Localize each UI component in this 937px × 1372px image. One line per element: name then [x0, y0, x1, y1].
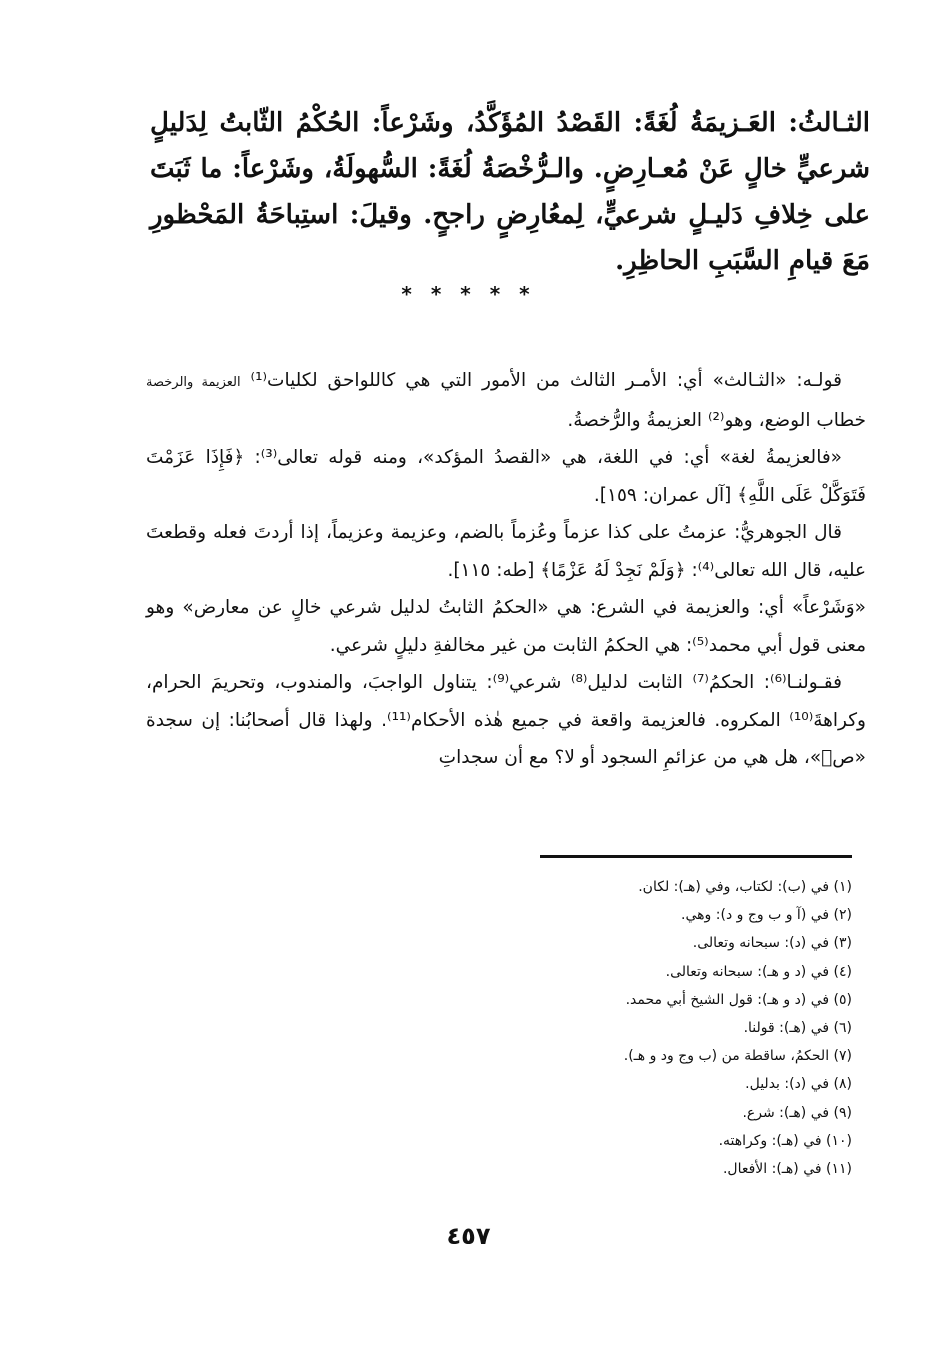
footnote-5: (٥) في (د و هـ): قول الشيخ أبي محمد. [625, 991, 852, 1008]
commentary-p1-text: قولـه: «الثـالث» أي: الأمـر الثالث من الأمور التي هي كاللواحق لكليات⁽¹⁾ [250, 370, 842, 391]
footnote-4: (٤) في (د و هـ): سبحانه وتعالى. [665, 963, 852, 980]
main-text-matn: الثـالثُ: العَـزيمَةُ لُغَةً: القَصْدُ المُؤَكَّدُ، وشَرْعاً: الحُكْمُ الثّابتُ لِدَليلٍ شرعيٍّ خالٍ عَنْ مُعـارِضٍ. والـرُّخْصَةُ لُغَةً: السُّهولَةُ، وشَرْعاً: ما ثَبَتَ على خِلافِ دَليـلٍ شرعيٍّ، لِمعُارِضٍ راجحٍ. وقيلَ: استِباحَةُ المَحْظورِ مَعَ قيامِ السَّبَبِ الحاظِرِ. [150, 108, 870, 276]
footnote-3: (٣) في (د): سبحانه وتعالى. [692, 935, 852, 952]
commentary-paragraph-2: «فالعزيمةُ لغة» أي: في اللغة، هي «القصدُ المؤكد»، ومنه قوله تعالى⁽³⁾: ﴿فَإِذَا عَزَمْتَ فَتَوَكَّلْ عَلَى اللَّهِ﴾ [آل عمران: ١٥٩]. [146, 447, 866, 506]
commentary-paragraph-5: فقـولنـا⁽⁶⁾: الحكمُ⁽⁷⁾ الثابت لدليل⁽⁸⁾ شرعي⁽⁹⁾: يتناول الواجبَ، والمندوب، وتحريمَ الحرام، وكراهةَ⁽¹⁰⁾ المكروه. فالعزيمة واقعة في جميع هٰذه الأحكام⁽¹¹⁾. ولهذا قال أصحابُنا: إن سجدة «صۤ»، هل هي من عزائمِ السجود أو لا؟ مع أن سجداتِ [146, 672, 866, 768]
footnote-9: (٩) في (هـ): شرع. [742, 1104, 852, 1121]
footnote-11: (١١) في (هـ): الأفعال. [722, 1161, 852, 1178]
footnotes [300, 873, 852, 1183]
commentary-sharh [146, 362, 866, 777]
commentary-paragraph-4: «وَشَرْعاً» أي: والعزيمة في الشرع: هي «الحكمُ الثابتُ لدليل شرعي خالٍ عن معارض» وهو معنى قول أبي محمد⁽⁵⁾: هي الحكمُ الثابت من غير مخالفةِ دليلٍ شرعي. [146, 597, 866, 656]
page-number: ٤٥٧ [446, 1222, 491, 1250]
footnote-6: (٦) في (هـ): قولنا. [743, 1020, 852, 1037]
footnote-10: (١٠) في (هـ): وكراهته. [718, 1132, 852, 1149]
footnote-8: (٨) في (د): بدليل. [745, 1076, 852, 1093]
footnote-divider [540, 855, 852, 858]
commentary-p1-side: العزيمة والرخصة [146, 375, 241, 390]
footnote-2: (٢) في (آ و ب وج و د): وهي. [681, 907, 852, 924]
commentary-paragraph-1 [146, 362, 866, 439]
section-separator: * * * * * [401, 282, 536, 306]
commentary-paragraph-3: قال الجوهريُّ: عزمتُ على كذا عزماً وعُزماً بالضم، وعزيمة وعزيماً، إذا أردتَ فعله وقطعتَ عليه، قال الله تعالى⁽⁴⁾: ﴿وَلَمْ نَجِدْ لَهُ عَزْمًا﴾ [طه: ١١٥]. [146, 522, 866, 581]
footnote-7: (٧) الحكمُ، ساقطة من (ب وج ود و هـ). [623, 1048, 852, 1065]
footnote-1: (١) في (ب): لكتاب، وفي (هـ): لكان. [638, 879, 852, 895]
commentary-p1-end: خطاب الوضع، وهو⁽²⁾ العزيمةُ والرُّخصةُ. [567, 409, 866, 431]
